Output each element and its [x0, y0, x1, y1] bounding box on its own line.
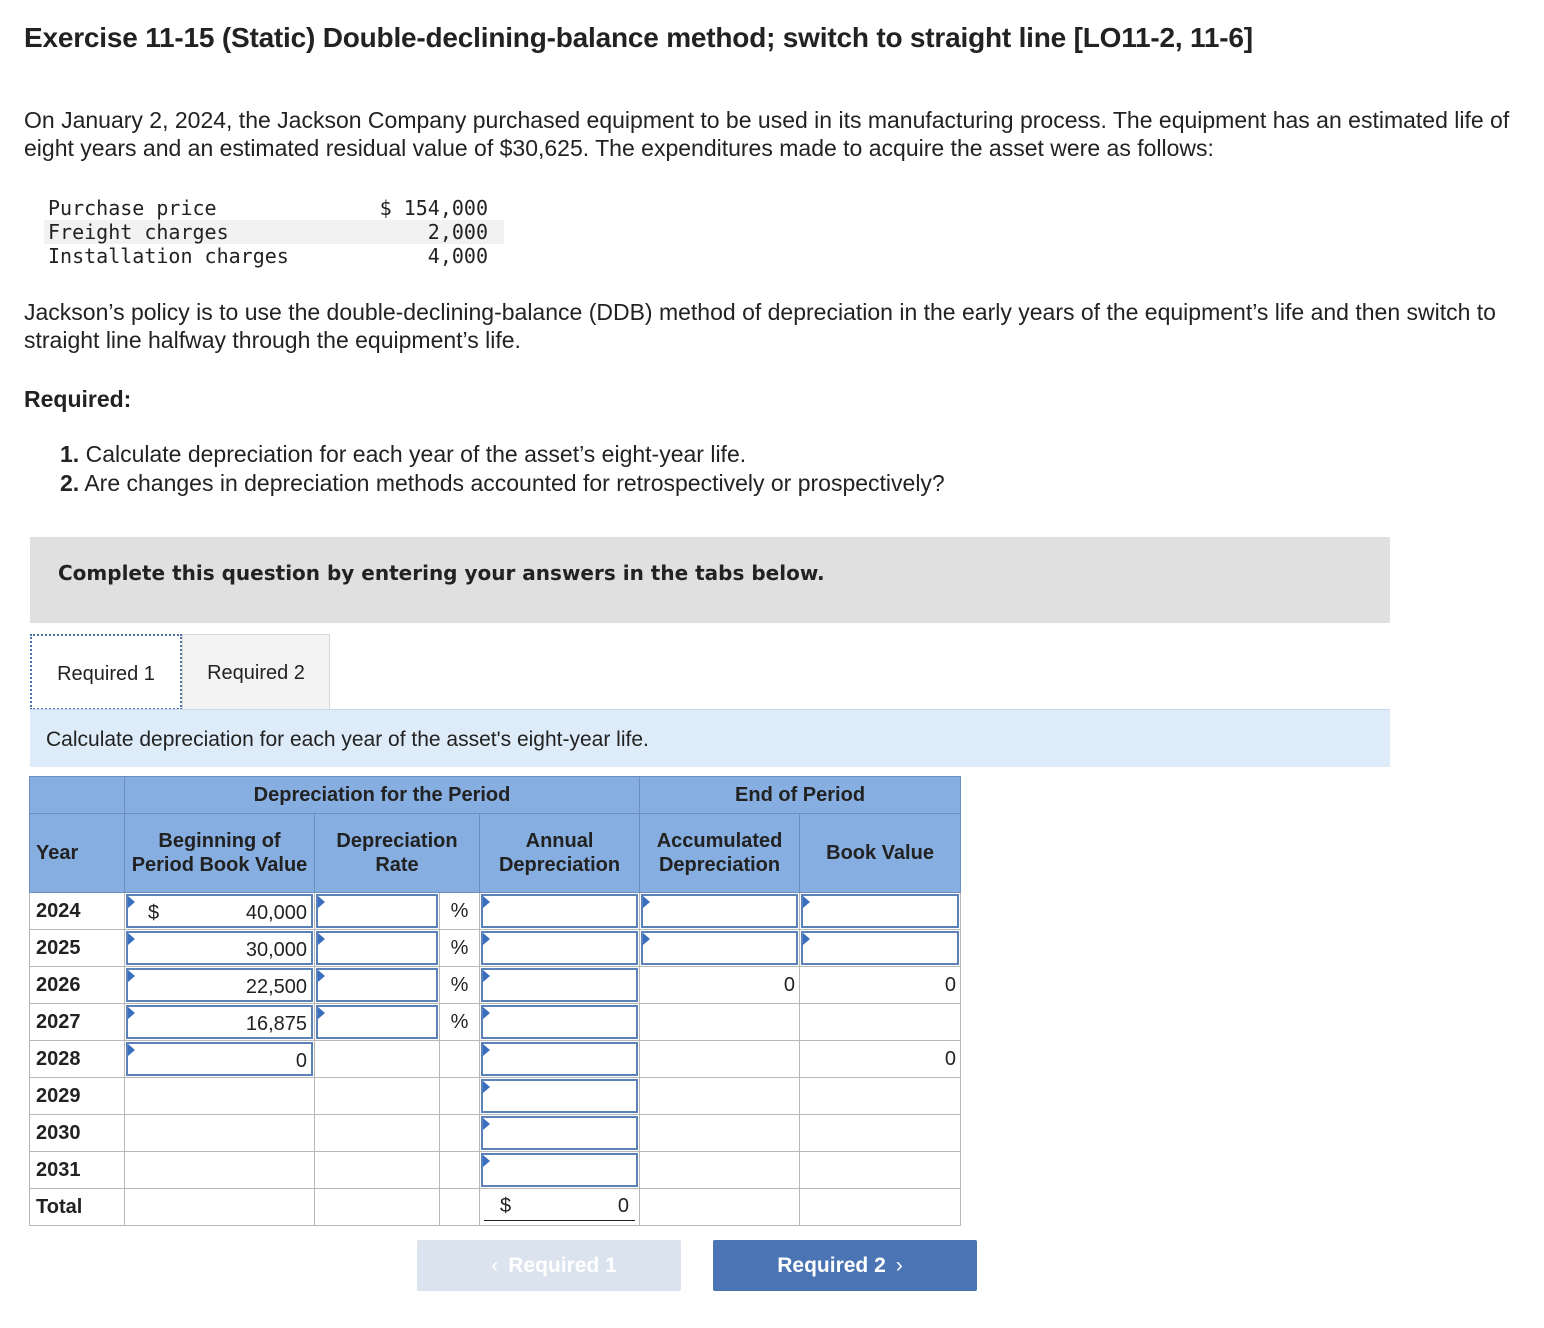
cost-row: [44, 196, 504, 220]
annual-depreciation-input[interactable]: [480, 893, 640, 930]
percent-cell: [440, 1152, 480, 1189]
header-year: Year: [30, 814, 125, 893]
required-heading: Required:: [24, 386, 132, 412]
header-blank: [30, 777, 125, 814]
accumulated-depreciation-value: 0: [640, 967, 800, 1004]
tab-required-1[interactable]: Required 1: [30, 634, 182, 710]
requirement-item: [60, 469, 945, 498]
intro-paragraph: On January 2, 2024, the Jackson Company purchased equipment to be used in its manufacturing process. The equipment has an estimated life of eight years and an estimated residual value of $30,625. The expenditures made to acquire the asset were as follows:: [24, 107, 1510, 161]
book-value-value: 0: [800, 1041, 961, 1078]
header-end-of-period: End of Period: [640, 777, 961, 814]
header-beginning-book-value: Beginning of Period Book Value: [125, 814, 315, 893]
rate-cell: [315, 1078, 440, 1115]
table-row: [30, 1152, 961, 1189]
cost-value: $ 154,000: [379, 196, 488, 220]
year-cell: 2028: [30, 1041, 125, 1078]
cost-label: Installation charges: [48, 244, 289, 268]
chevron-right-icon: ›: [895, 1254, 903, 1277]
prev-required-button[interactable]: ‹ Required 1: [417, 1240, 681, 1291]
accumulated-depreciation-input[interactable]: [640, 893, 800, 930]
rate-input[interactable]: [315, 893, 440, 930]
beginning-value-input[interactable]: 22,500: [125, 967, 315, 1004]
complete-banner: [30, 537, 1390, 623]
currency-sign: $: [500, 1195, 512, 1217]
accumulated-depreciation-input[interactable]: [640, 930, 800, 967]
blank-cell: [800, 1189, 961, 1226]
next-required-button[interactable]: Required 2 ›: [713, 1240, 977, 1291]
table-row: [30, 1078, 961, 1115]
cost-label: Freight charges: [48, 220, 229, 244]
percent-cell: [440, 1041, 480, 1078]
annual-depreciation-input[interactable]: [480, 1115, 640, 1152]
beginning-value-cell: [125, 1115, 315, 1152]
accumulated-depreciation-cell: [640, 1004, 800, 1041]
table-row: [30, 1004, 961, 1041]
percent-cell: [440, 1078, 480, 1115]
blank-cell: [125, 1189, 315, 1226]
policy-paragraph: Jackson’s policy is to use the double-declining-balance (DDB) method of depreciation in the early years of the equipment’s life and then switch to straight line halfway through the equipment’s life.: [24, 299, 1496, 353]
table-row: [30, 1115, 961, 1152]
requirement-number: 1.: [60, 441, 80, 467]
header-accumulated-depreciation: Accumulated Depreciation: [640, 814, 800, 893]
accumulated-depreciation-cell: [640, 1115, 800, 1152]
total-label: Total: [30, 1189, 125, 1226]
accumulated-depreciation-cell: [640, 1152, 800, 1189]
header-book-value: Book Value: [800, 814, 961, 893]
percent-sign: %: [440, 967, 480, 1004]
requirements-list: [60, 440, 945, 498]
beginning-value-input[interactable]: 0: [125, 1041, 315, 1078]
cost-value: 4,000: [427, 244, 488, 268]
rate-cell: [315, 1152, 440, 1189]
instruction-text: Calculate depreciation for each year of the asset's eight-year life.: [46, 728, 649, 751]
requirement-item: [60, 440, 945, 469]
cost-table: [44, 196, 504, 268]
year-cell: 2029: [30, 1078, 125, 1115]
header-depreciation-rate: Depreciation Rate: [315, 814, 480, 893]
book-value-input[interactable]: [800, 930, 961, 967]
instruction-bar: [30, 709, 1390, 767]
accumulated-depreciation-cell: [640, 1041, 800, 1078]
book-value-input[interactable]: [800, 893, 961, 930]
accumulated-depreciation-cell: [640, 1078, 800, 1115]
year-cell: 2025: [30, 930, 125, 967]
book-value-cell: [800, 1078, 961, 1115]
year-cell: 2027: [30, 1004, 125, 1041]
requirement-text: Calculate depreciation for each year of the asset’s eight-year life.: [85, 441, 747, 467]
page-title: Exercise 11-15 (Static) Double-declining-balance method; switch to straight line [LO11-2, 11-6]: [24, 22, 1253, 53]
year-cell: 2030: [30, 1115, 125, 1152]
book-value-cell: [800, 1004, 961, 1041]
rate-cell: [315, 1115, 440, 1152]
total-annual-depreciation: [480, 1189, 640, 1226]
book-value-cell: [800, 1115, 961, 1152]
annual-depreciation-input[interactable]: [480, 1041, 640, 1078]
cost-value: 2,000: [427, 220, 488, 244]
percent-cell: [440, 1115, 480, 1152]
header-depreciation-period: Depreciation for the Period: [125, 777, 640, 814]
annual-depreciation-input[interactable]: [480, 930, 640, 967]
blank-cell: [315, 1189, 440, 1226]
table-row: [30, 1041, 961, 1078]
beginning-value-input[interactable]: $ 40,000: [125, 893, 315, 930]
year-cell: 2026: [30, 967, 125, 1004]
annual-depreciation-input[interactable]: [480, 1004, 640, 1041]
complete-text: Complete this question by entering your answers in the tabs below.: [58, 561, 825, 585]
beginning-value-cell: [125, 1078, 315, 1115]
annual-depreciation-input[interactable]: [480, 1078, 640, 1115]
chevron-left-icon: ‹: [491, 1254, 499, 1277]
book-value-value: 0: [800, 967, 961, 1004]
beginning-value-input[interactable]: 30,000: [125, 930, 315, 967]
requirement-text: Are changes in depreciation methods accounted for retrospectively or prospectively?: [84, 470, 945, 496]
table-row: [30, 893, 961, 930]
rate-input[interactable]: [315, 967, 440, 1004]
tab-required-2[interactable]: Required 2: [182, 634, 330, 710]
table-row: [30, 967, 961, 1004]
total-value: 0: [617, 1195, 630, 1217]
header-annual-depreciation: Annual Depreciation: [480, 814, 640, 893]
percent-sign: %: [440, 930, 480, 967]
total-row: [30, 1189, 961, 1226]
annual-depreciation-input[interactable]: [480, 967, 640, 1004]
cost-label: Purchase price: [48, 196, 217, 220]
blank-cell: [640, 1189, 800, 1226]
beginning-value-cell: [125, 1152, 315, 1189]
rate-cell: [315, 1041, 440, 1078]
percent-sign: %: [440, 1004, 480, 1041]
annual-depreciation-input[interactable]: [480, 1152, 640, 1189]
rate-input[interactable]: [315, 930, 440, 967]
requirement-number: 2.: [60, 470, 80, 496]
table-row: [30, 930, 961, 967]
percent-sign: %: [440, 893, 480, 930]
book-value-cell: [800, 1152, 961, 1189]
cost-row: [44, 220, 504, 244]
blank-cell: [440, 1189, 480, 1226]
year-cell: 2024: [30, 893, 125, 930]
currency-sign: $: [148, 902, 160, 924]
cost-row: [44, 244, 504, 268]
rate-input[interactable]: [315, 1004, 440, 1041]
depreciation-table: [29, 776, 961, 1226]
beginning-value-input[interactable]: 16,875: [125, 1004, 315, 1041]
year-cell: 2031: [30, 1152, 125, 1189]
